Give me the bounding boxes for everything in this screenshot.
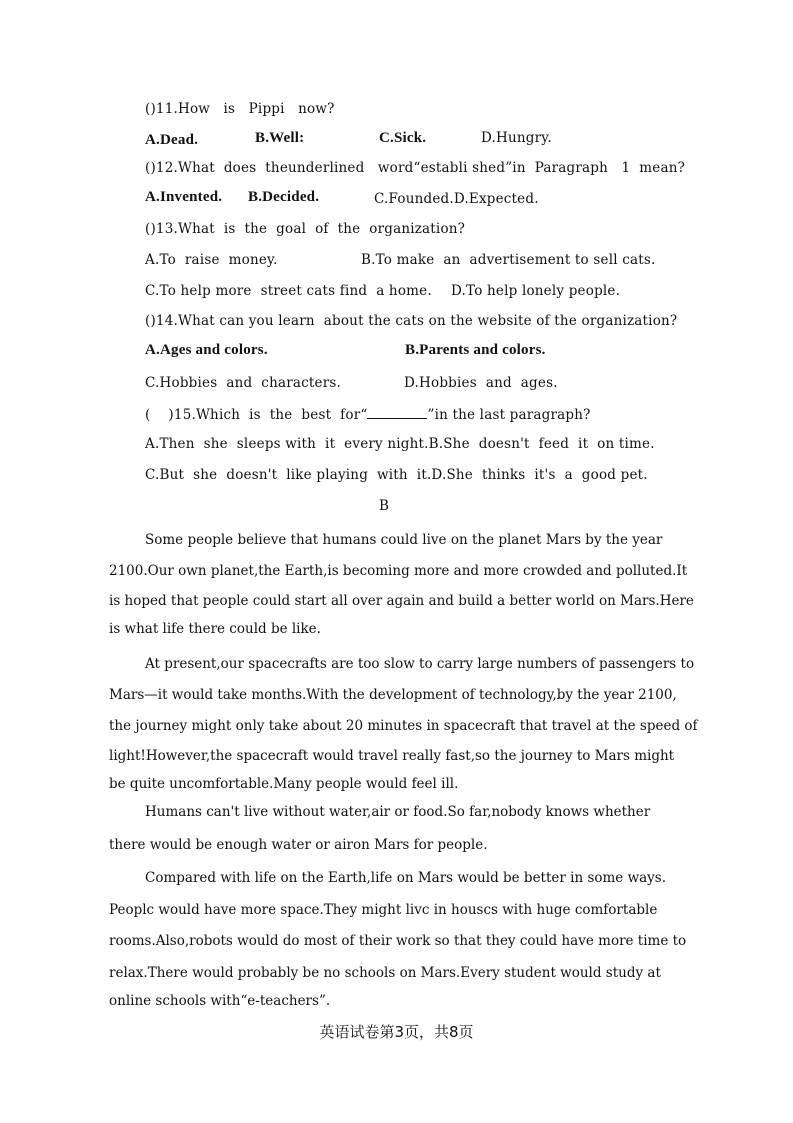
passage-line: Mars—it would take months.With the development of technology,by the year 2100,	[109, 687, 677, 703]
section-label: B	[379, 498, 390, 514]
q13-option-b: B.To make an advertisement to sell cats.	[361, 252, 656, 268]
q14-option-b: B.Parents and colors.	[405, 342, 546, 358]
passage-line: Some people believe that humans could live on the planet Mars by the year	[145, 532, 663, 548]
passage-line: be quite uncomfortable.Many people would feel ill.	[109, 776, 459, 792]
q15-stem: ( )15.Which is the best for“ ”in the last paragraph?	[145, 407, 591, 423]
q11-option-c: C.Sick.	[379, 130, 427, 146]
passage-line: rooms.Also,robots would do most of their work so that they could have more time to	[109, 933, 687, 949]
q14-stem: ()14.What can you learn about the cats on the website of the organization?	[145, 313, 678, 329]
q13-option-c: C.To help more street cats find a home.	[145, 283, 432, 299]
passage-line: 2100.Our own planet,the Earth,is becoming more and more crowded and polluted.It	[109, 563, 688, 579]
q11-option-b: B.Well:	[255, 130, 305, 146]
passage-line: Compared with life on the Earth,life on Mars would be better in some ways.	[145, 870, 667, 886]
passage-line: relax.There would probably be no schools on Mars.Every student would study at	[109, 965, 661, 981]
q14-option-c: C.Hobbies and characters.	[145, 375, 341, 391]
q11-stem: ()11.How is Pippi now?	[145, 101, 335, 117]
q13-option-a: A.To raise money.	[145, 252, 278, 268]
passage-line: there would be enough water or airon Mars for people.	[109, 837, 488, 853]
passage-line: Peoplc would have more space.They might livc in houscs with huge comfortable	[109, 902, 658, 918]
passage-line: is what life there could be like.	[109, 621, 321, 637]
passage-line: At present,our spacecrafts are too slow to carry large numbers of passengers to	[145, 656, 695, 672]
passage-line: online schools with“e-teachers”.	[109, 993, 331, 1009]
q14-option-d: D.Hobbies and ages.	[404, 375, 558, 391]
q11-option-d: D.Hungry.	[481, 130, 552, 146]
q13-option-d: D.To help lonely people.	[451, 283, 621, 299]
q14-option-a: A.Ages and colors.	[145, 342, 268, 358]
answer-blank	[367, 406, 427, 419]
passage-line: the journey might only take about 20 minutes in spacecraft that travel at the speed of	[109, 718, 698, 734]
q11-option-a: A.Dead.	[145, 132, 199, 148]
page-footer: 英语试卷第3页，共8页	[319, 1023, 474, 1041]
q12-option-a: A.Invented.	[145, 189, 223, 205]
q15-options-ab: A.Then she sleeps with it every night.B.She doesn't feed it on time.	[145, 436, 655, 452]
passage-line: light!However,the spacecraft would travel really fast,so the journey to Mars might	[109, 748, 675, 764]
passage-line: Humans can't live without water,air or food.So far,nobody knows whether	[145, 804, 651, 820]
q12-option-b: B.Decided.	[248, 189, 320, 205]
q12-option-cd: C.Founded.D.Expected.	[374, 191, 539, 207]
q15-options-cd: C.But she doesn't like playing with it.D.She thinks it's a good pet.	[145, 467, 648, 483]
q12-stem: ()12.What does theunderlined word“establi shed”in Paragraph 1 mean?	[145, 160, 686, 176]
passage-line: is hoped that people could start all over again and build a better world on Mars.Here	[109, 593, 694, 609]
q13-stem: ()13.What is the goal of the organization?	[145, 221, 466, 237]
